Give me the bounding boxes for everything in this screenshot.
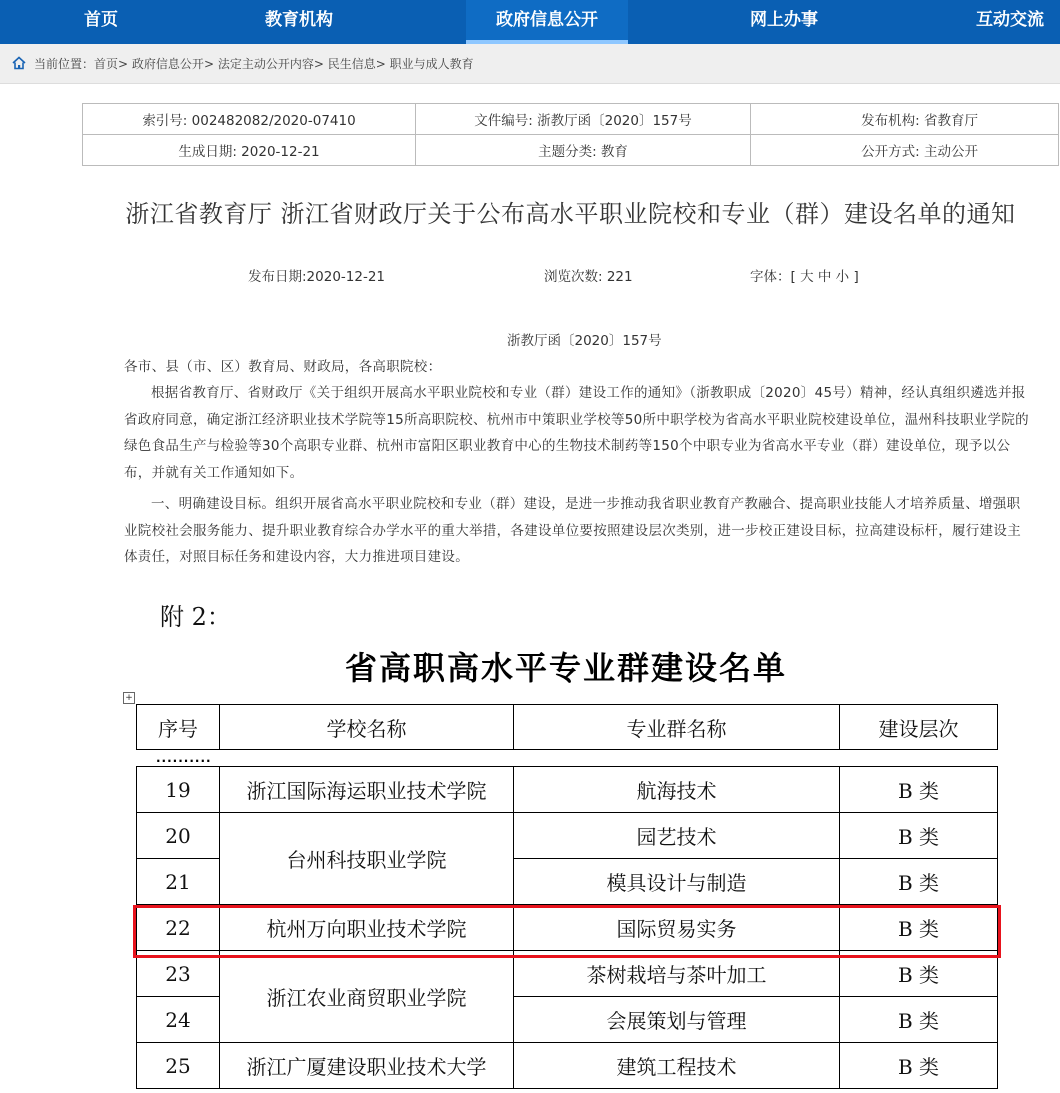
- cell-major: 模具设计与制造: [514, 859, 840, 905]
- breadcrumb-separator: >: [118, 57, 129, 71]
- cell-major: 茶树栽培与茶叶加工: [514, 951, 840, 997]
- table-row: [137, 1043, 998, 1089]
- breadcrumb-link-vocational[interactable]: 职业与成人教育: [389, 57, 474, 71]
- column-header-major: 专业群名称: [514, 705, 840, 750]
- breadcrumb-link-home[interactable]: 首页: [94, 57, 119, 71]
- meta-index-no: 索引号: 002482082/2020-07410: [83, 104, 416, 135]
- table-row: [137, 767, 998, 813]
- document-number: 浙教厅函〔2020〕157号: [507, 333, 662, 349]
- cell-level: B 类: [840, 905, 998, 951]
- table-row: [137, 951, 998, 997]
- cell-no: 19: [137, 767, 220, 813]
- breadcrumb-link-gov-info[interactable]: 政府信息公开: [131, 57, 204, 71]
- cell-major: 建筑工程技术: [514, 1043, 840, 1089]
- cell-major: 会展策划与管理: [514, 997, 840, 1043]
- table-row-highlighted: [137, 905, 998, 951]
- cell-level: B 类: [840, 813, 998, 859]
- cell-no: 25: [137, 1043, 220, 1089]
- body-paragraph-2: 一、明确建设目标。组织开展省高水平职业院校和专业（群）建设，是进一步推动我省职业教育产教融合、提高职业技能人才培养质量、增强职业院校社会服务能力、提升职业教育综合办学水平的重大举措，各建设单位要按照建设层次类别，进一步校正建设目标，拉高建设标杆，履行建设主体责任，对照目标任务和建设内容，大力推进项目建设。: [124, 496, 1021, 565]
- cell-major: 国际贸易实务: [514, 905, 840, 951]
- cell-no: 20: [137, 813, 220, 859]
- table-row: [137, 813, 998, 859]
- meta-topic: 主题分类: 教育: [416, 135, 751, 166]
- nav-item-gov-info[interactable]: 政府信息公开: [466, 0, 628, 44]
- appendix-table: [136, 766, 998, 1089]
- nav-item-institutions[interactable]: 教育机构: [265, 10, 333, 30]
- cell-level: B 类: [840, 767, 998, 813]
- font-size-medium[interactable]: 中: [817, 269, 832, 285]
- font-size-small[interactable]: 小: [835, 269, 850, 285]
- breadcrumb-link-livelihood[interactable]: 民生信息: [327, 57, 376, 71]
- table-move-handle-icon[interactable]: +: [123, 692, 135, 704]
- breadcrumb: [0, 44, 1060, 84]
- breadcrumb-link-statutory[interactable]: 法定主动公开内容: [217, 57, 314, 71]
- meta-open-mode: 公开方式: 主动公开: [751, 135, 1059, 166]
- page-title: 浙江省教育厅 浙江省财政厅关于公布高水平职业院校和专业（群）建设名单的通知: [125, 200, 1016, 228]
- cell-major: 航海技术: [514, 767, 840, 813]
- column-header-no: 序号: [137, 705, 220, 750]
- cell-level: B 类: [840, 951, 998, 997]
- home-icon: [12, 56, 26, 70]
- appendix-title: 省高职高水平专业群建设名单: [344, 649, 787, 687]
- publish-date: 发布日期:2020-12-21: [248, 269, 386, 285]
- cell-level: B 类: [840, 997, 998, 1043]
- cell-major: 园艺技术: [514, 813, 840, 859]
- top-nav: [0, 0, 1060, 44]
- font-size-close: ]: [853, 269, 859, 285]
- cell-no: 21: [137, 859, 220, 905]
- breadcrumb-separator: >: [313, 57, 324, 71]
- column-header-school: 学校名称: [220, 705, 514, 750]
- font-size-label: 字体：[: [750, 269, 796, 285]
- cell-school: 浙江国际海运职业技术学院: [220, 767, 514, 813]
- cell-level: B 类: [840, 859, 998, 905]
- document-metadata-table: [82, 103, 1059, 166]
- salutation: 各市、县（市、区）教育局、财政局，各高职院校：: [124, 359, 442, 375]
- breadcrumb-prefix: 当前位置：: [34, 57, 95, 71]
- cell-no: 22: [137, 905, 220, 951]
- cell-level: B 类: [840, 1043, 998, 1089]
- cell-no: 24: [137, 997, 220, 1043]
- breadcrumb-separator: >: [375, 57, 386, 71]
- table-ellipsis: ··········: [156, 754, 212, 768]
- nav-item-online-service[interactable]: 网上办事: [750, 10, 818, 30]
- cell-school: 浙江广厦建设职业技术大学: [220, 1043, 514, 1089]
- appendix-label: 附 2：: [160, 603, 231, 631]
- column-header-level: 建设层次: [840, 705, 998, 750]
- meta-file-no: 文件编号: 浙教厅函〔2020〕157号: [416, 104, 751, 135]
- meta-created-date: 生成日期: 2020-12-21: [83, 135, 416, 166]
- body-paragraph-1: 根据省教育厅、省财政厅《关于组织开展高水平职业院校和专业（群）建设工作的通知》（浙教职成〔2020〕45号）精神，经认真组织遴选并报省政府同意，确定浙江经济职业技术学院等15所高职院校、杭州市中策职业学校等50所中职学校为省高水平职业院校建设单位，温州科技职业学院的绿色食品生产与检验等30个高职专业群、杭州市富阳区职业教育中心的生物技术制药等150个中职专业为省高水平专业（群）建设单位，现予以公布，并就有关工作通知如下。: [124, 385, 1029, 481]
- cell-school: 浙江农业商贸职业学院: [220, 951, 514, 1043]
- breadcrumb-trail: [34, 55, 474, 72]
- font-size-large[interactable]: 大: [800, 269, 814, 285]
- appendix-table-header: [136, 704, 998, 750]
- cell-no: 23: [137, 951, 220, 997]
- cell-school: 台州科技职业学院: [220, 813, 514, 905]
- meta-publisher: 发布机构: 省教育厅: [751, 104, 1059, 135]
- font-size-switcher: [750, 265, 859, 285]
- nav-item-interaction[interactable]: 互动交流: [976, 10, 1044, 30]
- breadcrumb-separator: >: [203, 57, 214, 71]
- view-count: 浏览次数: 221: [544, 269, 633, 285]
- cell-school: 杭州万向职业技术学院: [220, 905, 514, 951]
- nav-item-home[interactable]: 首页: [84, 10, 118, 30]
